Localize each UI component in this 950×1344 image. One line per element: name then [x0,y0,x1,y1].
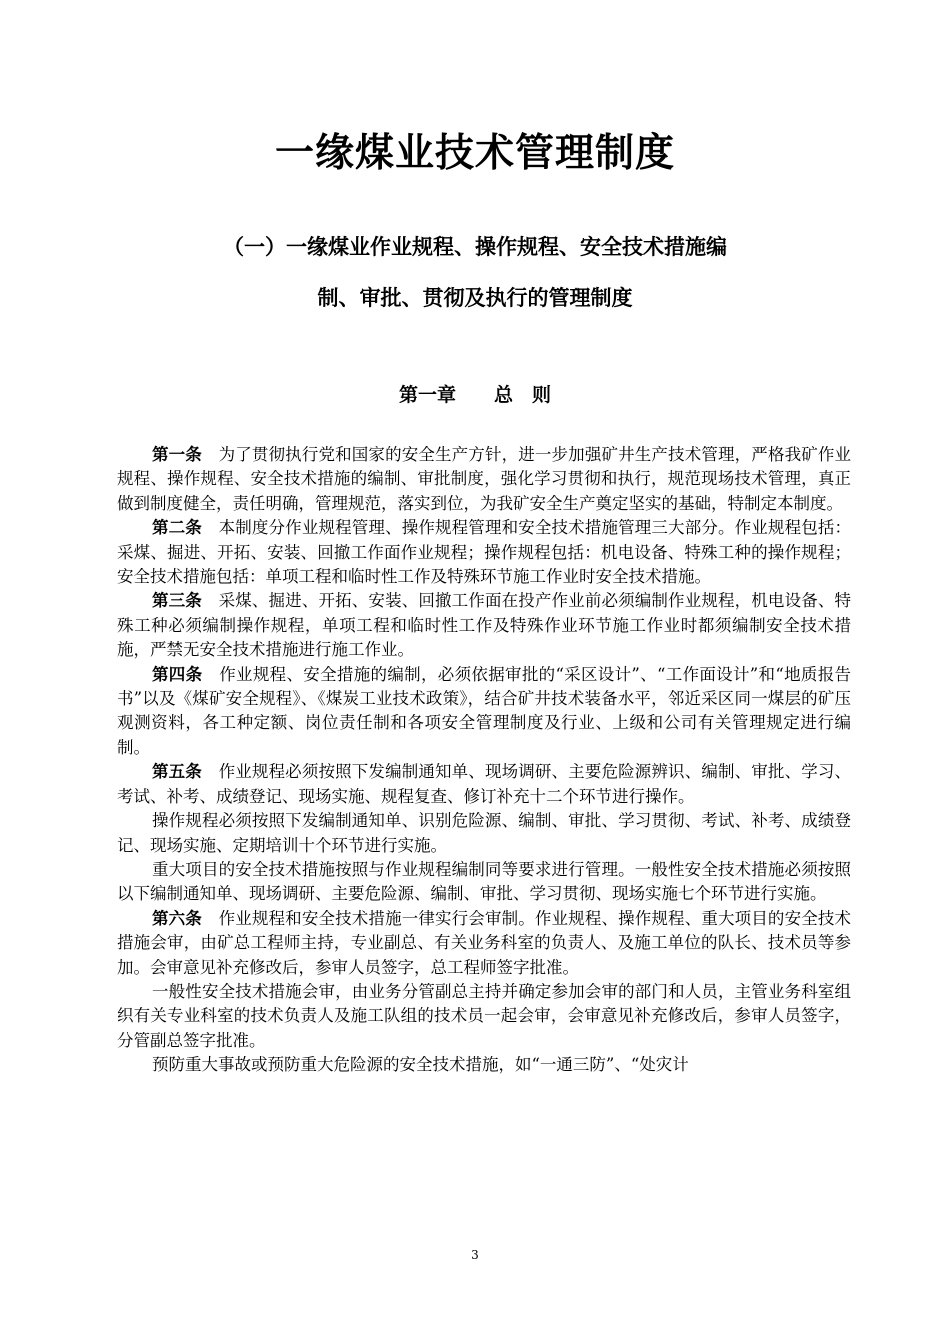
article-paragraph [117,516,851,589]
article-text: 本制度分作业规程管理、操作规程管理和安全技术措施管理三大部分。作业规程包括：采煤、掘进、开拓、安装、回撤工作面作业规程；操作规程包括：机电设备、特殊工种的操作规程；安全技术措施包括：单项工程和临时性工作及特殊环节施工作业时安全技术措施。 [117,518,852,587]
article-text: 为了贯彻执行党和国家的安全生产方针，进一步加强矿井生产技术管理，严格我矿作业规程、操作规程、安全技术措施的编制、审批制度，强化学习贯彻和执行，规范现场技术管理，真正做到制度健全，责任明确，管理规范，落实到位，为我矿安全生产奠定坚实的基础，特制定本制度。 [117,445,852,513]
section-title-line-1: （一）一缘煤业作业规程、操作规程、安全技术措施编 [223,235,727,259]
article-paragraph [117,858,851,907]
article-label: 第一条 [152,445,202,464]
article-paragraph [117,589,851,662]
article-text: 重大项目的安全技术措施按照与作业规程编制同等要求进行管理。一般性安全技术措施必须按照以下编制通知单、现场调研、主要危险源、编制、审批、学习贯彻、现场实施七个环节进行实施。 [117,859,851,904]
chapter-title: 第一章 总 则 [398,384,551,406]
article-paragraph [117,907,851,980]
article-text: 作业规程、安全措施的编制，必须依据审批的“采区设计”、“工作面设计”和“地质报告书”以及《煤矿安全规程》、《煤炭工业技术政策》，结合矿井技术装备水平，邻近采区同一煤层的矿压观测资料，各工种定额、岗位责任制和各项安全管理制度及行业、上级和公司有关管理规定进行编制。 [117,664,851,757]
document-body [117,443,851,1078]
article-paragraph [117,1053,851,1077]
article-paragraph [117,760,851,809]
article-paragraph [117,980,851,1053]
article-label: 第四条 [152,664,203,684]
document-title: 一缘煤业技术管理制度 [274,131,675,176]
article-label: 第六条 [152,908,202,928]
page-number: 3 [471,1248,479,1262]
article-label: 第二条 [152,518,202,538]
article-text: 作业规程必须按照下发编制通知单、现场调研、主要危险源辨识、编制、审批、学习、考试、补考、成绩登记、现场实施、规程复查、修订补充十二个环节进行操作。 [117,762,852,806]
article-text: 一般性安全技术措施会审，由业务分管副总主持并确定参加会审的部门和人员，主管业务科室组织有关专业科室的技术负责人及施工队组的技术员一起会审，会审意见补充修改后，参审人员签字，分管副总签字批准。 [117,981,851,1050]
section-title-line-2: 制、审批、贯彻及执行的管理制度 [317,286,633,310]
article-text: 作业规程和安全技术措施一律实行会审制。作业规程、操作规程、重大项目的安全技术措施会审，由矿总工程师主持，专业副总、有关业务科室的负责人、及施工单位的队长、技术员等参加。会审意见补充修改后，参审人员签字，总工程师签字批准。 [117,908,852,977]
article-text: 操作规程必须按照下发编制通知单、识别危险源、编制、审批、学习贯彻、考试、补考、成绩登记、现场实施、定期培训十个环节进行实施。 [117,811,851,855]
article-label: 第三条 [152,591,202,611]
article-paragraph [117,809,851,858]
article-paragraph [117,663,851,761]
article-paragraph [117,443,851,516]
article-label: 第五条 [152,762,202,782]
article-text: 采煤、掘进、开拓、安装、回撤工作面在投产作业前必须编制作业规程，机电设备、特殊工种必须编制操作规程，单项工程和临时性工作及特殊作业环节施工作业时都须编制安全技术措施，严禁无安全技术措施进行施工作业。 [117,591,852,660]
article-text: 预防重大事故或预防重大危险源的安全技术措施，如“一通三防”、“处灾计 [152,1055,689,1075]
